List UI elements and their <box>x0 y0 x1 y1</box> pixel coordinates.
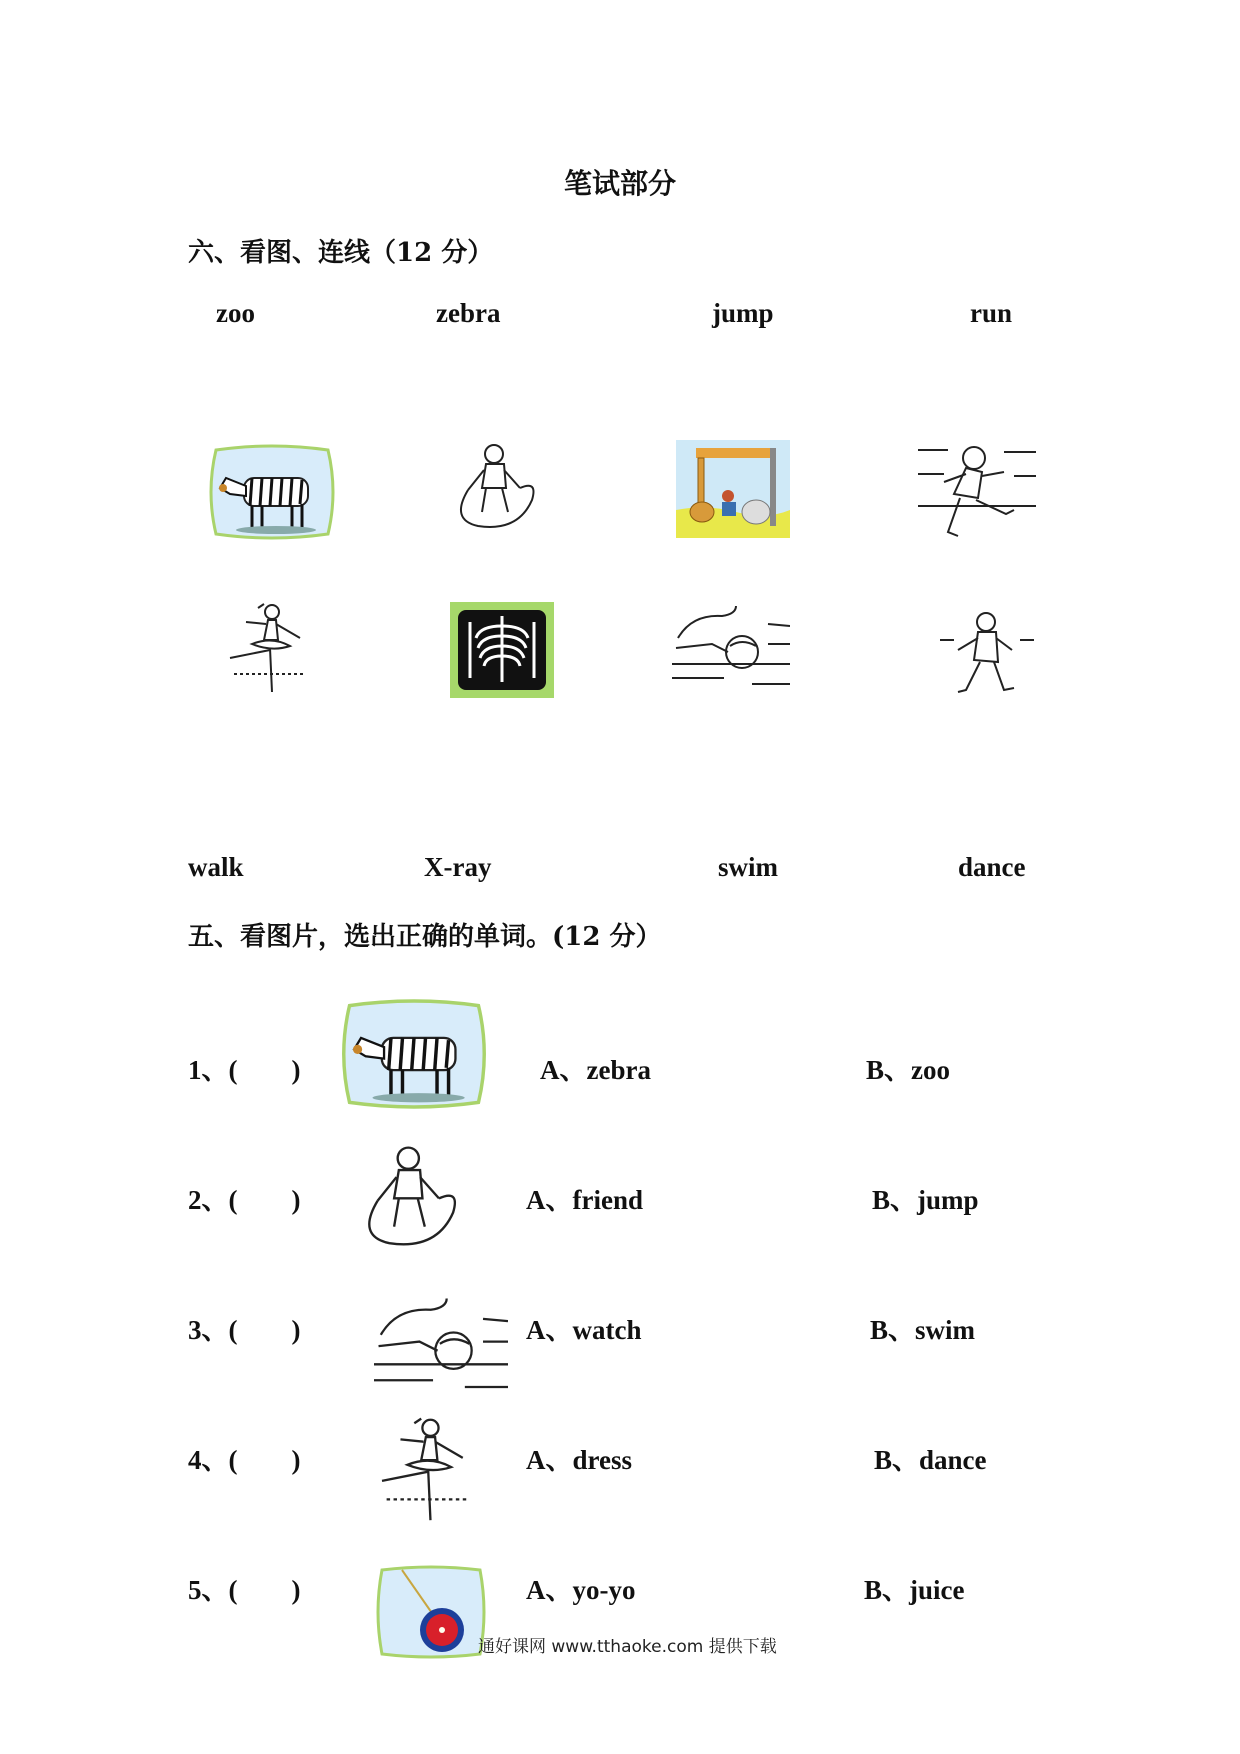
item-1-option-a: A、zebra <box>540 1055 651 1085</box>
item-1-option-b: B、zoo <box>866 1055 950 1085</box>
page-title: 笔试部分 <box>563 167 676 200</box>
swimmer-icon <box>374 1296 508 1394</box>
item-5-option-b: B、juice <box>864 1575 965 1605</box>
bottom-word-walk: walk <box>188 852 244 882</box>
item-1-number: 1、( ) <box>188 1055 301 1085</box>
item-3-option-b: B、swim <box>870 1315 976 1345</box>
item-4-option-a: A、dress <box>526 1445 633 1475</box>
x-ray-picture <box>450 602 554 698</box>
item-2-option-a: A、friend <box>526 1185 643 1215</box>
running-picture <box>918 440 1036 546</box>
item-4-number: 4、( ) <box>188 1445 301 1475</box>
item-2-number: 2、( ) <box>188 1185 301 1215</box>
item-5-number: 5、( ) <box>188 1575 301 1605</box>
top-word-jump: jump <box>712 298 774 328</box>
walking-picture <box>940 610 1034 702</box>
ballet-dancer-icon <box>374 1414 480 1534</box>
zebra-icon <box>338 996 490 1112</box>
bottom-word-x-ray: X-ray <box>424 852 492 882</box>
yo-yo-icon <box>374 1564 488 1660</box>
bottom-word-swim: swim <box>718 852 778 882</box>
top-word-run: run <box>970 298 1013 328</box>
top-word-zebra: zebra <box>436 298 501 328</box>
jump-rope-picture <box>448 440 548 532</box>
zebra-picture <box>206 442 338 542</box>
footer-source-text: 通好课网 www.tthaoke.com 提供下载 <box>478 1637 777 1657</box>
section-6-heading: 六、看图、连线（12 分） <box>188 238 494 268</box>
section-5-heading: 五、看图片，选出正确的单词。(12 分） <box>188 922 662 952</box>
bottom-word-dance: dance <box>958 852 1026 882</box>
item-4-option-b: B、dance <box>874 1445 987 1475</box>
item-2-option-b: B、jump <box>872 1185 979 1215</box>
swimmer-picture <box>672 604 790 690</box>
zoo-picture <box>676 440 790 538</box>
item-3-number: 3、( ) <box>188 1315 301 1345</box>
ballet-dancer-picture <box>224 600 314 704</box>
item-3-option-a: A、watch <box>526 1315 642 1345</box>
top-word-zoo: zoo <box>216 298 255 328</box>
jump-rope-icon <box>354 1140 472 1252</box>
item-5-option-a: A、yo-yo <box>526 1575 636 1605</box>
